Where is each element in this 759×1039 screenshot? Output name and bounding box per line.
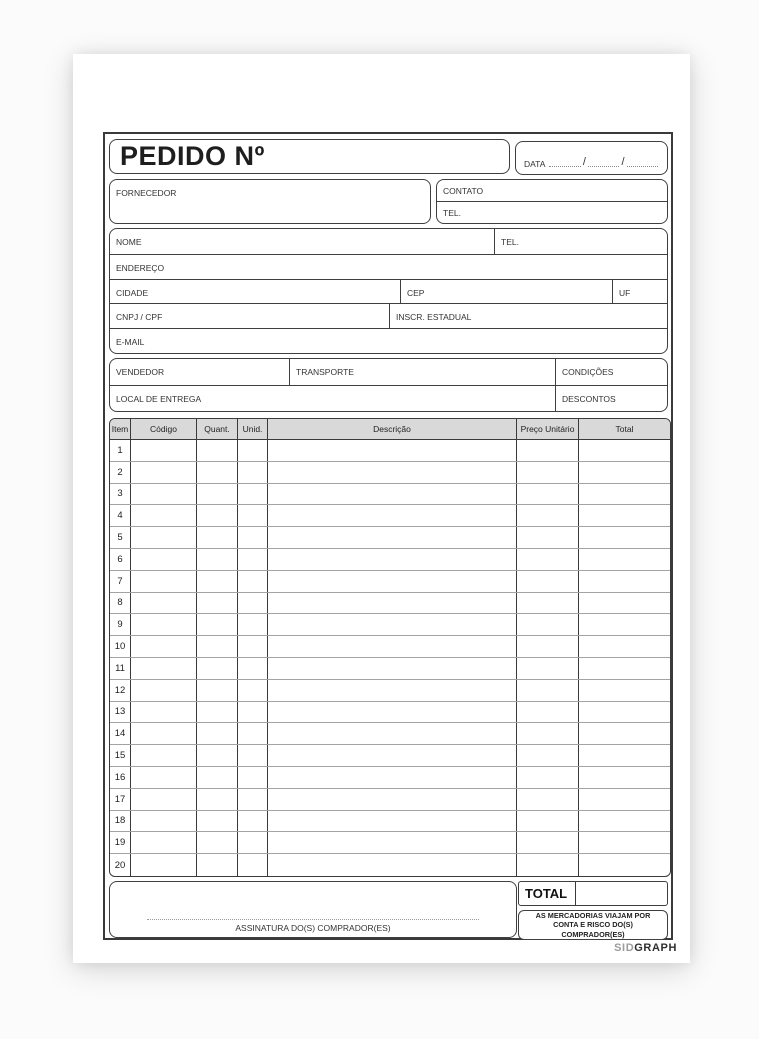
unid-cell — [237, 658, 267, 679]
quant-cell — [196, 723, 237, 744]
item-number-cell: 9 — [117, 619, 123, 631]
unid-cell — [237, 462, 267, 483]
brand-graph-text: GRAPH — [634, 942, 677, 954]
phone-field — [494, 229, 667, 254]
salesperson-label: VENDEDOR — [116, 367, 165, 377]
unid-cell — [237, 440, 267, 461]
unid-cell — [237, 811, 267, 832]
city-label: CIDADE — [116, 287, 149, 298]
order-details-section — [109, 358, 668, 412]
preco-unitario-cell — [516, 658, 578, 679]
codigo-cell — [130, 745, 196, 766]
descricao-cell — [267, 767, 516, 788]
date-slash: / — [621, 156, 625, 168]
table-row — [110, 832, 670, 854]
item-number-cell: 4 — [117, 510, 123, 522]
total-cell — [578, 636, 670, 657]
total-cell — [578, 854, 670, 876]
supplier-field — [109, 179, 431, 224]
item-number-cell: 14 — [114, 728, 126, 740]
preco-unitario-cell — [516, 527, 578, 548]
descricao-cell — [267, 723, 516, 744]
item-number-cell: 10 — [114, 641, 126, 653]
total-cell — [578, 614, 670, 635]
codigo-cell — [130, 811, 196, 832]
quant-cell — [196, 527, 237, 548]
total-cell — [578, 680, 670, 701]
conditions-field — [555, 359, 667, 385]
discounts-field — [555, 386, 667, 411]
zip-field — [400, 280, 612, 304]
table-row — [110, 767, 670, 789]
table-row — [110, 505, 670, 527]
column-header-unid: Unid. — [237, 419, 267, 439]
table-row — [110, 440, 670, 462]
tax-id-field — [110, 304, 389, 328]
descricao-cell — [267, 614, 516, 635]
total-cell — [578, 811, 670, 832]
signature-dotted-line — [147, 919, 480, 920]
grand-total-value-cell — [576, 882, 667, 905]
table-row — [110, 789, 670, 811]
shipping-notice-text: AS MERCADORIAS VIAJAM POR CONTA E RISCO DO(S) COMPRADOR(ES) — [535, 910, 651, 939]
customer-section — [109, 228, 668, 354]
customer-row-email — [110, 328, 667, 353]
codigo-cell — [130, 462, 196, 483]
item-number-cell: 12 — [114, 684, 126, 696]
item-number-cell: 8 — [117, 597, 123, 609]
quant-cell — [196, 505, 237, 526]
descricao-cell — [267, 571, 516, 592]
item-number-cell: 3 — [117, 488, 123, 500]
unid-cell — [237, 549, 267, 570]
table-row — [110, 571, 670, 593]
quant-cell — [196, 832, 237, 853]
total-cell — [578, 745, 670, 766]
unid-cell — [237, 832, 267, 853]
table-row — [110, 614, 670, 636]
codigo-cell — [130, 505, 196, 526]
unid-cell — [237, 505, 267, 526]
column-header-item: Item — [111, 424, 129, 434]
total-cell — [578, 484, 670, 505]
date-dotted-line — [627, 166, 658, 167]
codigo-cell — [130, 484, 196, 505]
descricao-cell — [267, 593, 516, 614]
address-label: ENDEREÇO — [116, 262, 165, 273]
codigo-cell — [130, 702, 196, 723]
preco-unitario-cell — [516, 571, 578, 592]
items-table-header — [110, 419, 670, 440]
descricao-cell — [267, 505, 516, 526]
address-field — [110, 255, 667, 279]
codigo-cell — [130, 593, 196, 614]
column-header-descricao: Descrição — [267, 419, 516, 439]
item-number-cell: 1 — [117, 444, 123, 456]
state-field — [612, 280, 667, 304]
descricao-cell — [267, 680, 516, 701]
item-number-cell: 17 — [114, 793, 126, 805]
descricao-cell — [267, 745, 516, 766]
table-row — [110, 636, 670, 658]
quant-cell — [196, 745, 237, 766]
conditions-label: CONDIÇÕES — [562, 367, 614, 377]
preco-unitario-cell — [516, 811, 578, 832]
form-title: PEDIDO Nº — [120, 141, 265, 171]
quant-cell — [196, 462, 237, 483]
column-header-codigo: Código — [130, 419, 196, 439]
preco-unitario-cell — [516, 593, 578, 614]
signature-box — [109, 881, 517, 938]
quant-cell — [196, 680, 237, 701]
quant-cell — [196, 571, 237, 592]
total-cell — [578, 440, 670, 461]
unid-cell — [237, 789, 267, 810]
descricao-cell — [267, 549, 516, 570]
total-cell — [578, 593, 670, 614]
table-row — [110, 658, 670, 680]
quant-cell — [196, 614, 237, 635]
quant-cell — [196, 549, 237, 570]
grand-total-box — [518, 881, 668, 906]
zip-label: CEP — [407, 287, 425, 298]
total-cell — [578, 571, 670, 592]
unid-cell — [237, 636, 267, 657]
grand-total-label: TOTAL — [519, 882, 576, 905]
contact-label: CONTATO — [443, 185, 484, 196]
descricao-cell — [267, 854, 516, 876]
date-label: DATA — [524, 158, 546, 169]
email-field — [110, 329, 667, 353]
transport-field — [289, 359, 555, 385]
item-number-cell: 7 — [117, 575, 123, 587]
total-cell — [578, 767, 670, 788]
unid-cell — [237, 527, 267, 548]
codigo-cell — [130, 614, 196, 635]
codigo-cell — [130, 549, 196, 570]
unid-cell — [237, 702, 267, 723]
unid-cell — [237, 767, 267, 788]
email-label: E-MAIL — [116, 337, 145, 348]
date-dotted-line — [549, 166, 580, 167]
date-dotted-line — [588, 166, 619, 167]
total-cell — [578, 658, 670, 679]
table-row — [110, 680, 670, 702]
codigo-cell — [130, 658, 196, 679]
unid-cell — [237, 484, 267, 505]
table-row — [110, 462, 670, 484]
item-number-cell: 19 — [114, 837, 126, 849]
quant-cell — [196, 593, 237, 614]
descricao-cell — [267, 832, 516, 853]
item-number-cell: 13 — [114, 706, 126, 718]
column-header-total: Total — [578, 419, 670, 439]
state-registration-label: INSCR. ESTADUAL — [396, 312, 472, 323]
preco-unitario-cell — [516, 440, 578, 461]
contact-phone-field — [437, 202, 667, 223]
codigo-cell — [130, 854, 196, 876]
contact-name-field — [437, 180, 667, 202]
total-cell — [578, 505, 670, 526]
quant-cell — [196, 854, 237, 876]
paper-sheet — [73, 54, 690, 963]
item-number-cell: 2 — [117, 466, 123, 478]
contact-phone-label: TEL. — [443, 207, 461, 218]
descricao-cell — [267, 811, 516, 832]
preco-unitario-cell — [516, 767, 578, 788]
descricao-cell — [267, 658, 516, 679]
table-row — [110, 484, 670, 506]
unid-cell — [237, 571, 267, 592]
item-number-cell: 5 — [117, 532, 123, 544]
order-details-row-1 — [110, 359, 667, 385]
quant-cell — [196, 811, 237, 832]
column-header-preco-unitario: Preço Unitário — [516, 419, 578, 439]
signature-label: ASSINATURA DO(S) COMPRADOR(ES) — [235, 923, 391, 933]
unid-cell — [237, 593, 267, 614]
codigo-cell — [130, 767, 196, 788]
total-cell — [578, 723, 670, 744]
table-row — [110, 593, 670, 615]
codigo-cell — [130, 571, 196, 592]
tax-id-label: CNPJ / CPF — [116, 312, 163, 323]
descricao-cell — [267, 527, 516, 548]
customer-row-tax — [110, 303, 667, 328]
state-label: UF — [619, 287, 631, 298]
unid-cell — [237, 745, 267, 766]
contact-field — [436, 179, 668, 224]
customer-row-name — [110, 229, 667, 254]
total-cell — [578, 789, 670, 810]
unid-cell — [237, 723, 267, 744]
table-row — [110, 549, 670, 571]
unid-cell — [237, 680, 267, 701]
quant-cell — [196, 636, 237, 657]
codigo-cell — [130, 636, 196, 657]
codigo-cell — [130, 527, 196, 548]
table-row — [110, 527, 670, 549]
item-number-cell: 15 — [114, 750, 126, 762]
customer-row-address — [110, 254, 667, 279]
preco-unitario-cell — [516, 680, 578, 701]
codigo-cell — [130, 680, 196, 701]
codigo-cell — [130, 832, 196, 853]
total-cell — [578, 702, 670, 723]
item-number-cell: 16 — [114, 771, 126, 783]
shipping-notice-box — [518, 910, 668, 940]
items-table — [109, 418, 671, 877]
quant-cell — [196, 484, 237, 505]
descricao-cell — [267, 702, 516, 723]
city-field — [110, 280, 400, 304]
table-row — [110, 854, 670, 876]
discounts-label: DESCONTOS — [562, 394, 616, 404]
item-number-cell: 11 — [115, 662, 125, 674]
table-row — [110, 811, 670, 833]
name-field — [110, 229, 494, 254]
table-row — [110, 702, 670, 724]
preco-unitario-cell — [516, 614, 578, 635]
salesperson-field — [110, 359, 289, 385]
descricao-cell — [267, 789, 516, 810]
brand-sid-text: SID — [614, 942, 635, 954]
descricao-cell — [267, 440, 516, 461]
table-row — [110, 745, 670, 767]
transport-label: TRANSPORTE — [296, 367, 354, 377]
date-box — [515, 141, 668, 175]
unid-cell — [237, 854, 267, 876]
descricao-cell — [267, 462, 516, 483]
items-table-body — [110, 440, 670, 876]
descricao-cell — [267, 636, 516, 657]
item-number-cell: 6 — [117, 553, 123, 565]
descricao-cell — [267, 484, 516, 505]
quant-cell — [196, 789, 237, 810]
column-header-quant: Quant. — [196, 419, 237, 439]
name-label: NOME — [116, 237, 142, 247]
state-registration-field — [389, 304, 667, 328]
preco-unitario-cell — [516, 854, 578, 876]
phone-label: TEL. — [501, 237, 519, 247]
item-number-cell: 18 — [114, 815, 126, 827]
preco-unitario-cell — [516, 484, 578, 505]
preco-unitario-cell — [516, 505, 578, 526]
codigo-cell — [130, 440, 196, 461]
preco-unitario-cell — [516, 745, 578, 766]
total-cell — [578, 527, 670, 548]
codigo-cell — [130, 789, 196, 810]
order-number-box — [109, 139, 510, 174]
delivery-place-label: LOCAL DE ENTREGA — [116, 394, 202, 404]
total-cell — [578, 832, 670, 853]
order-form — [103, 132, 673, 940]
printer-brand-logo — [614, 942, 677, 954]
codigo-cell — [130, 723, 196, 744]
preco-unitario-cell — [516, 789, 578, 810]
preco-unitario-cell — [516, 702, 578, 723]
quant-cell — [196, 658, 237, 679]
supplier-label: FORNECEDOR — [116, 188, 177, 198]
preco-unitario-cell — [516, 636, 578, 657]
total-cell — [578, 462, 670, 483]
unid-cell — [237, 614, 267, 635]
quant-cell — [196, 702, 237, 723]
quant-cell — [196, 767, 237, 788]
quant-cell — [196, 440, 237, 461]
preco-unitario-cell — [516, 462, 578, 483]
preco-unitario-cell — [516, 549, 578, 570]
total-cell — [578, 549, 670, 570]
table-row — [110, 723, 670, 745]
preco-unitario-cell — [516, 723, 578, 744]
customer-row-city — [110, 279, 667, 304]
preco-unitario-cell — [516, 832, 578, 853]
delivery-place-field — [110, 386, 555, 411]
date-slash: / — [582, 156, 586, 168]
order-details-row-2 — [110, 385, 667, 411]
item-number-cell: 20 — [114, 859, 126, 871]
